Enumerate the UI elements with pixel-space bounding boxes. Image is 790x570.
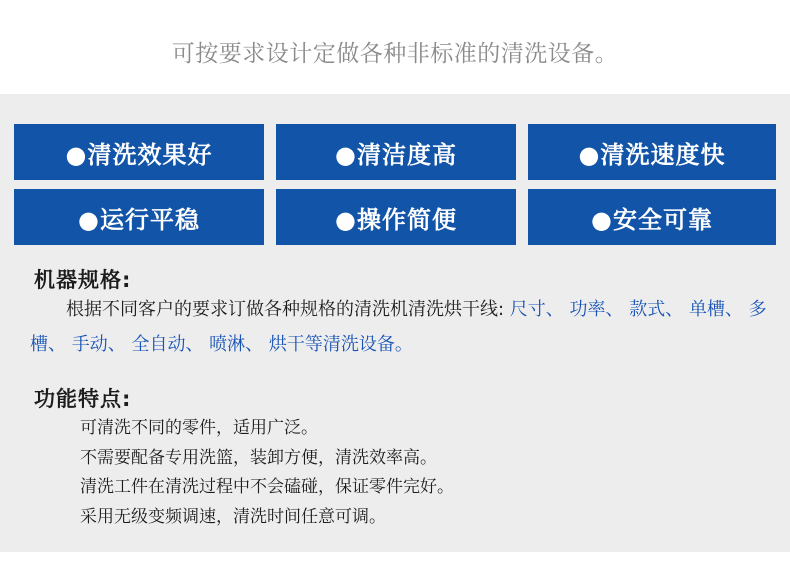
page-title: 可按要求设计定做各种非标准的清洗设备。	[171, 40, 619, 67]
feature-list-item: 不需要配备专用洗篮，装卸方便，清洗效率高。	[80, 447, 437, 468]
header-band	[0, 0, 790, 94]
feature-badge-easy-operation: ●操作简便	[276, 189, 516, 245]
specs-intro-text: 根据不同客户的要求订做各种规格的清洗机清洗烘干线:	[66, 299, 510, 320]
feature-list-item: 可清洗不同的零件，适用广泛。	[80, 418, 318, 438]
specs-paragraph	[30, 292, 778, 362]
feature-badge-cleanliness: ●清洁度高	[276, 124, 516, 180]
feature-badge-stability: ●运行平稳	[14, 189, 264, 245]
feature-badge-safety: ●安全可靠	[528, 189, 776, 245]
feature-badge-speed: ●清洗速度快	[528, 124, 776, 180]
feature-list-item: 清洗工件在清洗过程中不会磕碰，保证零件完好。	[80, 477, 454, 497]
feature-list-item: 采用无级变频调速，清洗时间任意可调。	[80, 506, 386, 527]
specs-section-heading: 机器规格:	[34, 268, 132, 292]
features-list	[80, 417, 770, 535]
feature-badge-cleaning-effect: ●清洗效果好	[14, 124, 264, 180]
feature-badge-grid	[14, 124, 776, 245]
features-section-heading: 功能特点:	[34, 387, 132, 411]
bottom-white-strip	[0, 552, 790, 570]
specs-accent-text: 尺寸、 功率、 款式、 单槽、 多槽、 手动、 全自动、 喷淋、 烘干等清洗设备。	[30, 299, 767, 355]
